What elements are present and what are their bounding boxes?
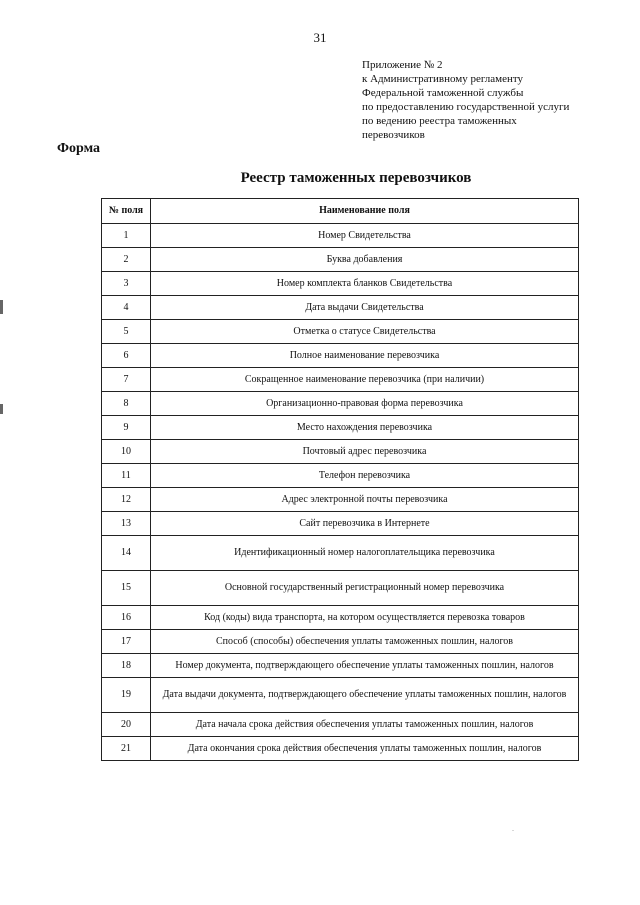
field-number: 18 bbox=[102, 654, 151, 678]
field-number: 1 bbox=[102, 224, 151, 248]
field-name: Дата начала срока действия обеспечения уплаты таможенных пошлин, налогов bbox=[151, 713, 579, 737]
field-name: Способ (способы) обеспечения уплаты таможенных пошлин, налогов bbox=[151, 630, 579, 654]
table-row bbox=[102, 606, 579, 630]
field-name: Основной государственный регистрационный номер перевозчика bbox=[151, 571, 579, 606]
table-row bbox=[102, 344, 579, 368]
table-row bbox=[102, 737, 579, 761]
table-header-row bbox=[102, 199, 579, 224]
field-number: 15 bbox=[102, 571, 151, 606]
table-row bbox=[102, 392, 579, 416]
field-name: Буква добавления bbox=[151, 248, 579, 272]
field-number: 7 bbox=[102, 368, 151, 392]
field-name: Место нахождения перевозчика bbox=[151, 416, 579, 440]
appendix-note bbox=[362, 58, 632, 142]
field-name: Адрес электронной почты перевозчика bbox=[151, 488, 579, 512]
field-name: Дата окончания срока действия обеспечения уплаты таможенных пошлин, налогов bbox=[151, 737, 579, 761]
table-row bbox=[102, 320, 579, 344]
field-number: 11 bbox=[102, 464, 151, 488]
table-row bbox=[102, 368, 579, 392]
field-number: 16 bbox=[102, 606, 151, 630]
table-row bbox=[102, 272, 579, 296]
table-row bbox=[102, 654, 579, 678]
scan-edge-mark bbox=[0, 300, 3, 314]
table-row bbox=[102, 571, 579, 606]
appendix-line: Федеральной таможенной службы bbox=[362, 87, 524, 99]
table-row bbox=[102, 713, 579, 737]
scan-edge-mark bbox=[0, 404, 3, 414]
field-number: 19 bbox=[102, 678, 151, 713]
field-number: 14 bbox=[102, 536, 151, 571]
field-name: Номер Свидетельства bbox=[151, 224, 579, 248]
appendix-line: Приложение № 2 bbox=[362, 59, 443, 71]
field-name: Дата выдачи документа, подтверждающего обеспечение уплаты таможенных пошлин, налогов bbox=[151, 678, 579, 713]
field-number: 2 bbox=[102, 248, 151, 272]
page-number: 31 bbox=[313, 30, 327, 45]
appendix-line: перевозчиков bbox=[362, 129, 425, 141]
field-number: 20 bbox=[102, 713, 151, 737]
appendix-line: по предоставлению государственной услуги bbox=[362, 101, 570, 113]
field-number: 17 bbox=[102, 630, 151, 654]
field-number: 10 bbox=[102, 440, 151, 464]
field-name: Сайт перевозчика в Интернете bbox=[151, 512, 579, 536]
appendix-line: по ведению реестра таможенных bbox=[362, 115, 517, 127]
field-name: Полное наименование перевозчика bbox=[151, 344, 579, 368]
table-row bbox=[102, 416, 579, 440]
document-title: Реестр таможенных перевозчиков bbox=[240, 170, 472, 186]
field-number: 9 bbox=[102, 416, 151, 440]
registry-table bbox=[101, 198, 579, 761]
field-name: Идентификационный номер налогоплательщика перевозчика bbox=[151, 536, 579, 571]
column-header-name: Наименование поля bbox=[151, 199, 579, 224]
table-row bbox=[102, 512, 579, 536]
table-row bbox=[102, 296, 579, 320]
field-number: 13 bbox=[102, 512, 151, 536]
field-name: Почтовый адрес перевозчика bbox=[151, 440, 579, 464]
field-number: 6 bbox=[102, 344, 151, 368]
field-name: Организационно-правовая форма перевозчика bbox=[151, 392, 579, 416]
field-name: Код (коды) вида транспорта, на котором осуществляется перевозка товаров bbox=[151, 606, 579, 630]
table-row bbox=[102, 536, 579, 571]
field-name: Телефон перевозчика bbox=[151, 464, 579, 488]
column-header-number: № поля bbox=[102, 199, 151, 224]
field-name: Номер документа, подтверждающего обеспечение уплаты таможенных пошлин, налогов bbox=[151, 654, 579, 678]
table-row bbox=[102, 248, 579, 272]
field-name: Номер комплекта бланков Свидетельства bbox=[151, 272, 579, 296]
table-row bbox=[102, 488, 579, 512]
form-label: Форма bbox=[57, 141, 101, 156]
field-number: 21 bbox=[102, 737, 151, 761]
scan-speck: . bbox=[512, 824, 514, 833]
table-row bbox=[102, 224, 579, 248]
table-row bbox=[102, 630, 579, 654]
field-name: Дата выдачи Свидетельства bbox=[151, 296, 579, 320]
field-number: 8 bbox=[102, 392, 151, 416]
field-name: Сокращенное наименование перевозчика (при наличии) bbox=[151, 368, 579, 392]
appendix-line: к Административному регламенту bbox=[362, 73, 524, 85]
field-number: 3 bbox=[102, 272, 151, 296]
table-row bbox=[102, 464, 579, 488]
field-number: 12 bbox=[102, 488, 151, 512]
field-number: 4 bbox=[102, 296, 151, 320]
field-number: 5 bbox=[102, 320, 151, 344]
field-name: Отметка о статусе Свидетельства bbox=[151, 320, 579, 344]
table-row bbox=[102, 440, 579, 464]
table-row bbox=[102, 678, 579, 713]
